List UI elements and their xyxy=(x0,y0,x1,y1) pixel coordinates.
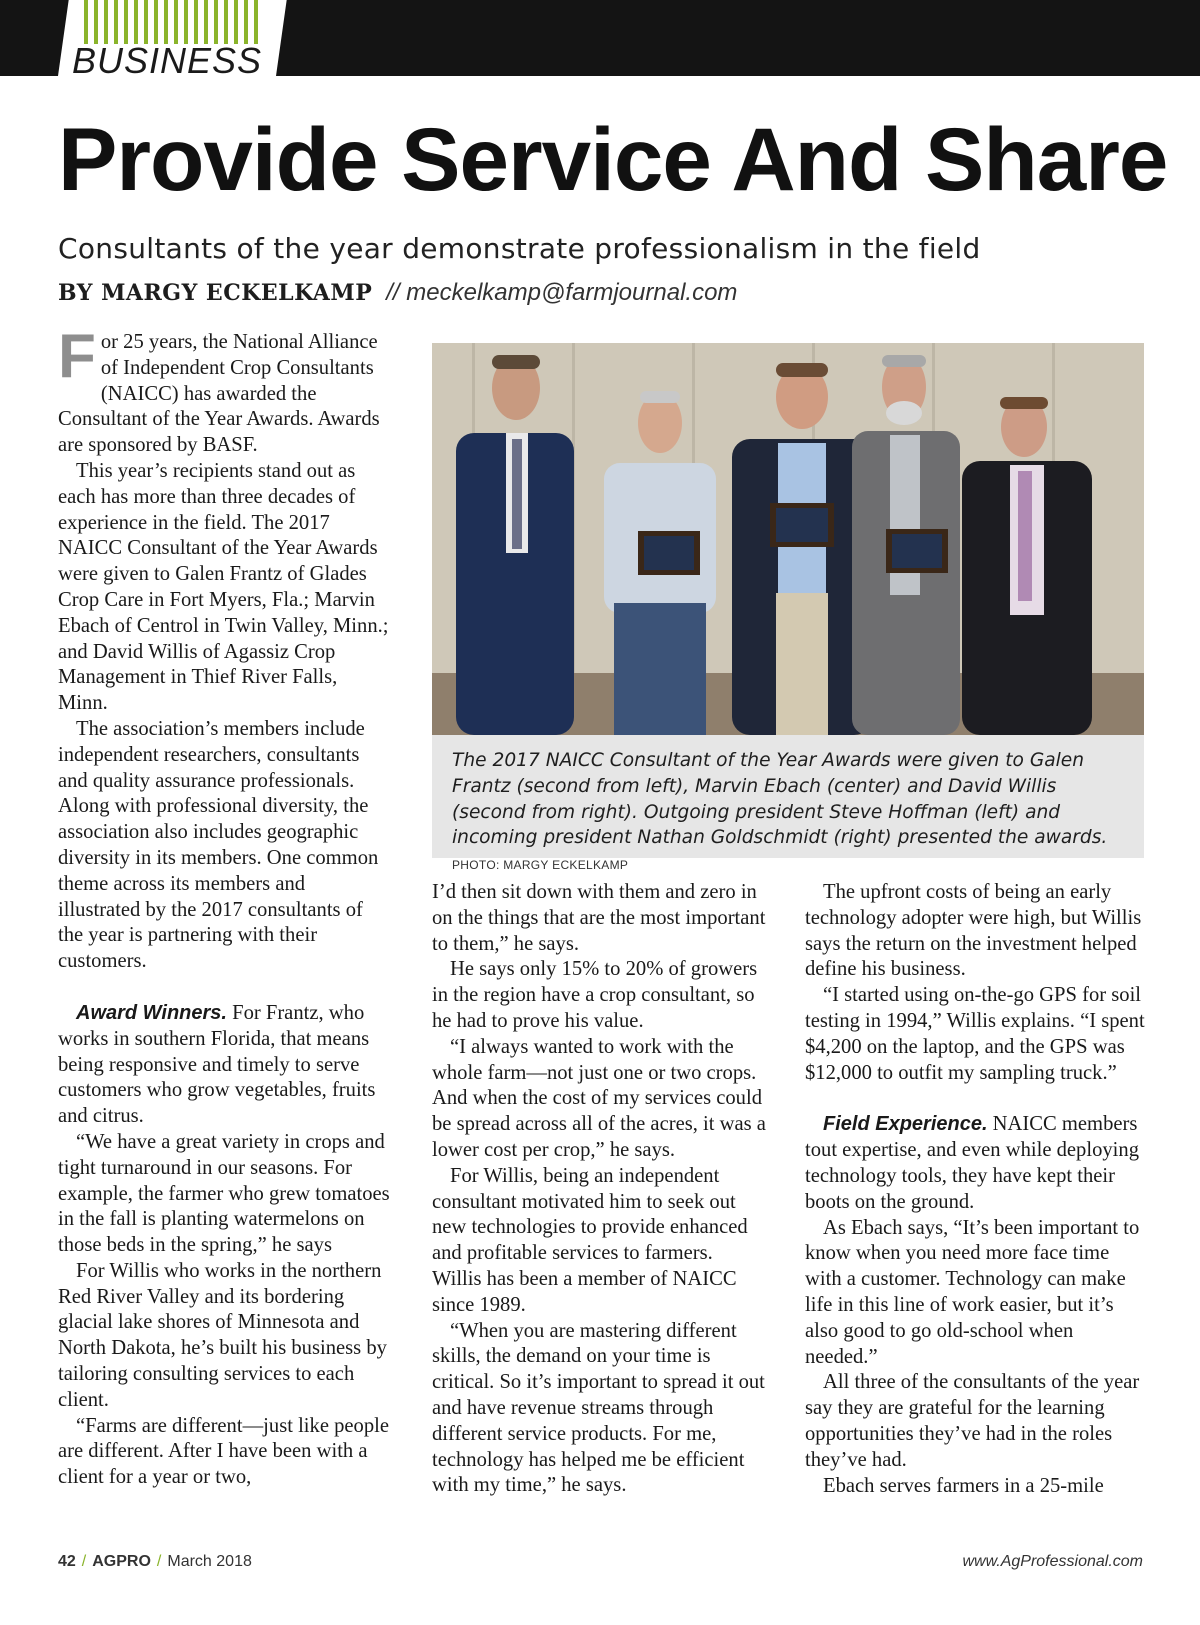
byline xyxy=(58,279,737,307)
paragraph: Ebach serves farmers in a 25-mile xyxy=(823,1474,1104,1497)
article-column-1 xyxy=(58,322,392,1491)
paragraph: For Willis who works in the northern Red River Valley and its bordering glacial lake shores of Minnesota and North Dakota, he’s built his business by tailoring consulting services to each client. xyxy=(58,1259,387,1411)
paragraph: “We have a great variety in crops and tight turnaround in our seasons. For example, the farmer who grew tomatoes in the fall is planting watermelons on those beds in the spring,” he says xyxy=(58,1130,390,1257)
headline: Provide Service And Share xyxy=(58,109,1168,209)
byline-separator: // xyxy=(386,279,400,306)
paragraph: “I always wanted to work with the whole farm—not just one or two crops. And when the cost of my services could be spread across all of the acres, it was a lower cost per crop,” he says. xyxy=(432,1035,766,1161)
paragraph: Award Winners. For Frantz, who works in southern Florida, that means being responsive and timely to serve customers who grow vegetables, fruits and citrus. xyxy=(58,1001,376,1128)
paragraph: The upfront costs of being an early technology adopter were high, but Willis says the return on the investment helped define his business. xyxy=(805,881,1142,981)
subheading-field-experience: Field Experience. xyxy=(823,1113,988,1136)
byline-email-address[interactable]: meckelkamp@farmjournal.com xyxy=(406,279,738,306)
paragraph: This year’s recipients stand out as each has more than three decades of experience in the field. The 2017 NAICC Consultant of the Year Awards were given to Galen Frantz of Glades Crop Care in Fort Myers, Fla.; Marvin Ebach of Centrol in Twin Valley, Minn.; and David Willis of Agassiz Crop Management in Thief River Falls, Minn. xyxy=(58,459,389,715)
website-link[interactable]: www.AgProfessional.com xyxy=(962,1553,1143,1570)
award-photo xyxy=(432,343,1144,735)
paragraph: I’d then sit down with them and zero in on the things that are the most important to them,” he says. xyxy=(432,881,766,955)
photo-credit: PHOTO: MARGY ECKELKAMP xyxy=(452,858,629,873)
byline-author: BY MARGY ECKELKAMP xyxy=(58,280,373,306)
issue-date: March 2018 xyxy=(167,1553,252,1570)
paragraph: “I started using on-the-go GPS for soil testing in 1994,” Willis explains. “I spent $4,200 on the laptop, and the GPS was $12,000 to outfit my sampling truck.” xyxy=(805,984,1145,1084)
subheading-award-winners: Award Winners. xyxy=(76,1001,227,1024)
paragraph: Field Experience. NAICC members tout expertise, and even while deploying technology tools, they have kept their boots on the ground. xyxy=(805,1113,1139,1213)
paragraph: For Willis, being an independent consultant motivated him to seek out new technologies to provide enhanced and profitable services to farmers. Willis has been a member of NAICC since 1989. xyxy=(432,1164,748,1316)
section-stripes-graphic xyxy=(70,0,270,44)
footer-folio xyxy=(58,1553,252,1571)
paragraph: “Farms are different—just like people are different. After I have been with a client for a year or two, xyxy=(58,1414,389,1489)
byline-email[interactable] xyxy=(386,279,737,306)
footer-separator: / xyxy=(81,1553,87,1570)
paragraph: All three of the consultants of the year say they are grateful for the learning opportunities they’ve had in the roles they’ve had. xyxy=(805,1371,1140,1471)
section-label: BUSINESS xyxy=(72,40,263,81)
paragraph: “When you are mastering different skills, the demand on your time is critical. So it’s important to spread it out and have revenue streams through different service products. For me, technology has helped me be efficient with my time,” he says. xyxy=(432,1319,765,1497)
photo-caption-box xyxy=(432,735,1144,873)
subhead: Consultants of the year demonstrate professionalism in the field xyxy=(58,232,981,265)
photo-caption: The 2017 NAICC Consultant of the Year Awards were given to Galen Frantz (second from left), Marvin Ebach (center) and David Willis (second from right). Outgoing president Steve Hoffman (left) and incoming president Nathan Goldschmidt (right) presented the awards. PHOTO: MARGY ECKELKAMP xyxy=(452,750,1108,873)
article-column-2 xyxy=(432,880,766,1499)
paragraph: The association’s members include independent researchers, consultants and quality assurance professionals. Along with professional diversity, the association also includes geographic diversity in its members. One common theme across its members and illustrated by the 2017 consultants of the year is partnering with their customers. xyxy=(58,717,379,973)
magazine-name: AGPRO xyxy=(92,1553,151,1570)
paragraph: He says only 15% to 20% of growers in the region have a crop consultant, so he had to prove his value. xyxy=(432,958,758,1032)
award-photo-illustration xyxy=(432,343,1144,735)
article-column-3 xyxy=(805,880,1147,1499)
page-number: 42 xyxy=(58,1553,76,1570)
drop-cap: F xyxy=(58,322,96,391)
footer-separator: / xyxy=(156,1553,162,1570)
paragraph: For 25 years, the National Alliance of Independent Crop Consultants (NAICC) has awarded the Consultant of the Year Awards. Awards are sponsored by BASF. xyxy=(58,322,380,457)
paragraph: As Ebach says, “It’s been important to know when you need more face time with a customer. Technology can make life in this line of work easier, but it’s also good to go old-school when needed.” xyxy=(805,1216,1140,1368)
